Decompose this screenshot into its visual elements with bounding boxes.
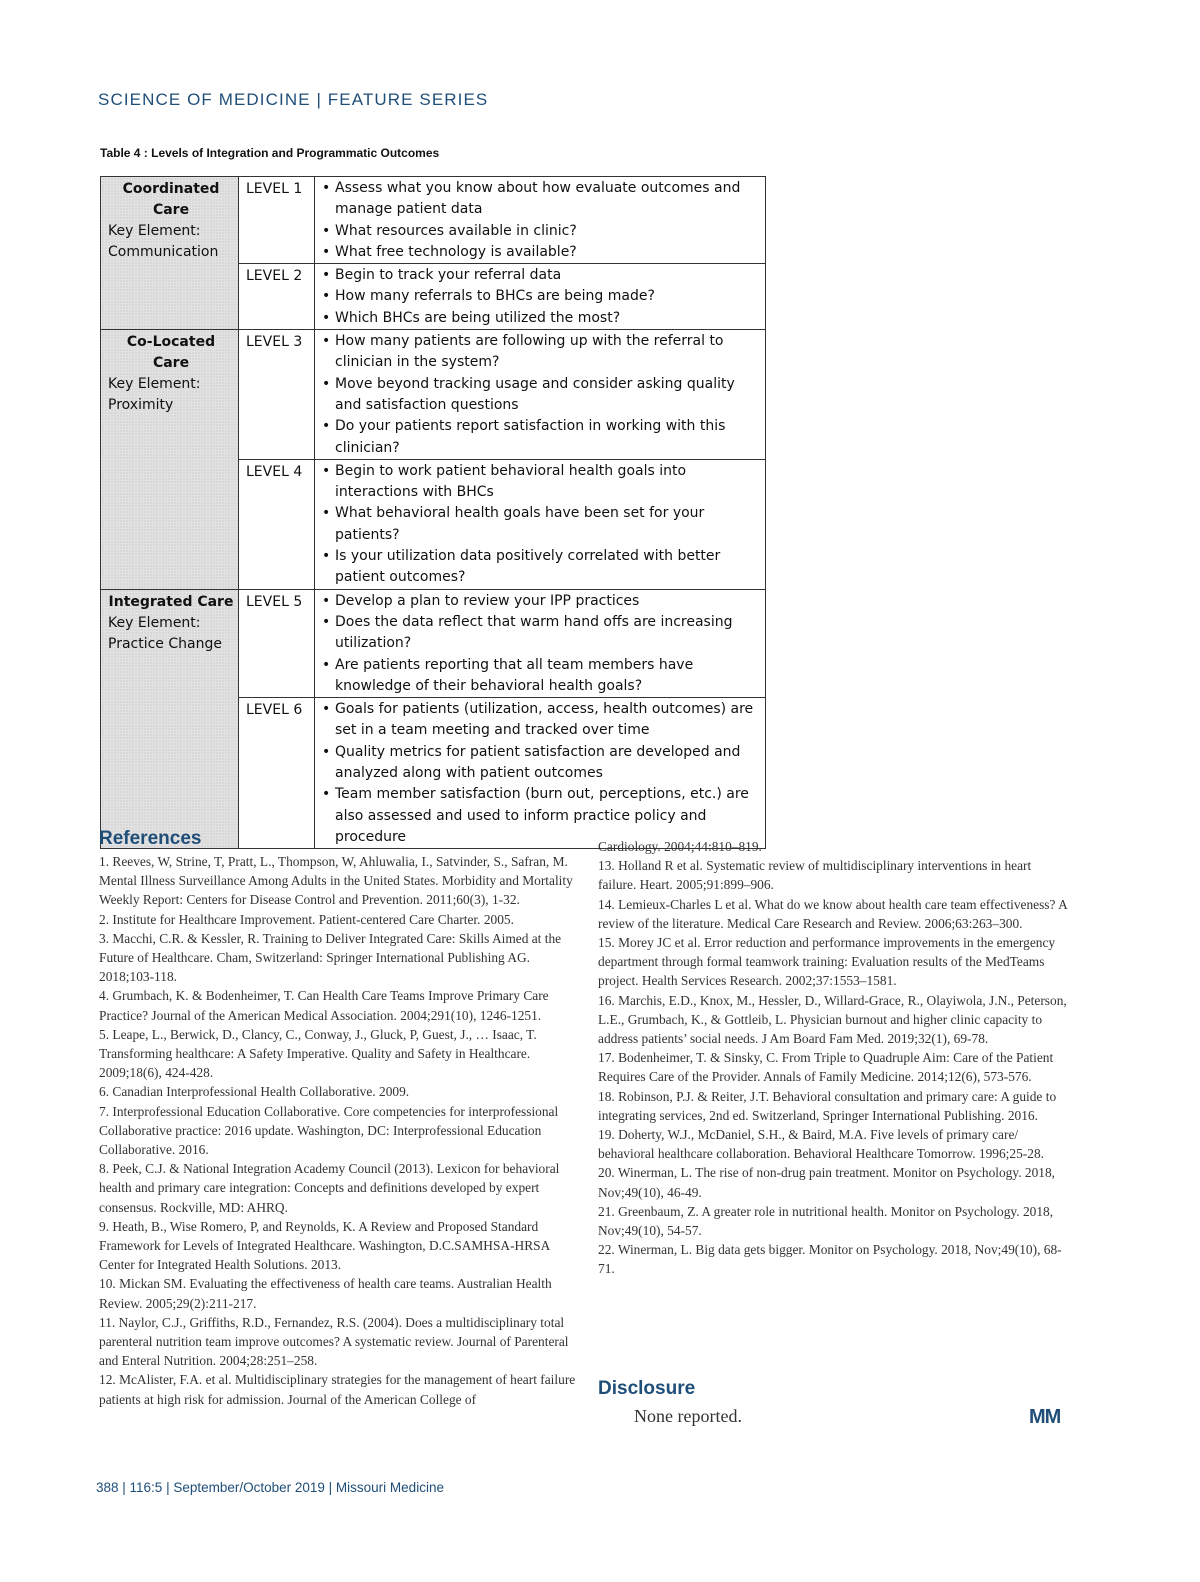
- reference-item: 22. Winerman, L. Big data gets bigger. Monitor on Psychology. 2018, Nov;49(10), 68-71.: [598, 1242, 1062, 1277]
- reference-item: 2. Institute for Healthcare Improvement. Patient-centered Care Charter. 2005.: [99, 911, 514, 927]
- reference-item: 13. Holland R et al. Systematic review of multidisciplinary interventions in heart failure. Heart. 2005;91:899–906.: [598, 858, 1032, 893]
- bullet-item: • Quality metrics for patient satisfaction are developed and analyzed along with patient outcomes: [321, 742, 759, 785]
- category-name: Co-Located Care: [126, 334, 216, 372]
- bullet-list: [321, 331, 759, 459]
- levels-table: [100, 176, 766, 849]
- reference-item: 1. Reeves, W, Strine, T, Pratt, L., Thompson, W, Ahluwalia, I., Satvinder, S., Safran, M. Mental Illness Surveillance Among Adults in the United States. Morbidity and Mortality Weekly Report: Centers for Disease Control and Prevention. 2011;60(3), 1-32.: [99, 854, 573, 908]
- reference-item: 6. Canadian Interprofessional Health Collaborative. 2009.: [99, 1084, 410, 1100]
- series-header: SCIENCE OF MEDICINE | FEATURE SERIES: [98, 90, 489, 109]
- bullet-item: • Assess what you know about how evaluate outcomes and manage patient data: [321, 178, 759, 221]
- bullet-item: • Goals for patients (utilization, access, health outcomes) are set in a team meeting and tracked over time: [321, 699, 759, 742]
- category-cell: [101, 330, 239, 590]
- reference-item: 17. Bodenheimer, T. & Sinsky, C. From Triple to Quadruple Aim: Care of the Patient Requires Care of the Provider. Annals of Family Medicine. 2014;12(6), 573-576.: [598, 1050, 1054, 1085]
- level-label: LEVEL 5: [239, 589, 315, 697]
- reference-item: 18. Robinson, P.J. & Reiter, J.T. Behavioral consultation and primary care: A guide to integrating services, 2nd ed. Switzerland, Springer International Publishing. 2016.: [598, 1088, 1057, 1123]
- bullet-list: [321, 265, 759, 329]
- bullet-list: [321, 699, 759, 848]
- reference-item: Cardiology. 2004;44:810–819.: [598, 839, 762, 854]
- level-items-cell: [315, 698, 766, 849]
- table-row: [101, 589, 766, 697]
- level-items-cell: [315, 330, 766, 460]
- category-name: Coordinated Care: [122, 181, 220, 218]
- reference-item: 8. Peek, C.J. & National Integration Academy Council (2013). Lexicon for behavioral health and primary care integration: Concepts and definitions developed by expert consensus. Rockville, MD: AHRQ.: [99, 1161, 560, 1215]
- category-name: Integrated Care: [108, 593, 234, 610]
- bullet-item: • Begin to work patient behavioral health goals into interactions with BHCs: [321, 461, 759, 504]
- key-element-label: Key Element:: [108, 223, 201, 239]
- level-label: LEVEL 2: [239, 264, 315, 330]
- bullet-item: • Begin to track your referral data: [321, 265, 759, 286]
- key-element-value: Practice Change: [108, 635, 222, 652]
- reference-item: 14. Lemieux-Charles L et al. What do we know about health care team effectiveness? A review of the literature. Medical Care Research and Review. 2006;63:263–300.: [598, 896, 1067, 931]
- bullet-list: [321, 461, 759, 589]
- key-element-label: Key Element:: [108, 376, 201, 393]
- level-label: LEVEL 6: [239, 698, 315, 849]
- reference-item: 16. Marchis, E.D., Knox, M., Hessler, D., Willard-Grace, R., Olayiwola, J.N., Peterson, L.E., Grumbach, K., & Gottleib, L. Physician burnout and higher clinic capacity to address patients’ social needs. J Am Board Fam Med. 2019;32(1), 69-78.: [598, 992, 1067, 1047]
- reference-item: 11. Naylor, C.J., Griffiths, R.D., Fernandez, R.S. (2004). Does a multidisciplinary total parenteral nutrition team improve outcomes? A systematic review. Journal of Parenteral and Enteral Nutrition. 2004;28:251–258.: [99, 1314, 569, 1369]
- bullet-item: • Do your patients report satisfaction in working with this clinician?: [321, 416, 759, 459]
- category-cell: [101, 589, 239, 849]
- disclosure-heading: Disclosure: [598, 1378, 696, 1399]
- table-row: [101, 177, 766, 264]
- page-footer: 388 | 116:5 | September/October 2019 | Missouri Medicine: [96, 1480, 444, 1495]
- bullet-item: • Move beyond tracking usage and consider asking quality and satisfaction questions: [321, 374, 759, 417]
- category-cell: [101, 177, 239, 330]
- bullet-list: [321, 591, 759, 697]
- level-label: LEVEL 1: [239, 177, 315, 264]
- level-items-cell: [315, 264, 766, 330]
- bullet-item: • Team member satisfaction (burn out, perceptions, etc.) are also assessed and used to inform practice policy and procedure: [321, 784, 759, 848]
- key-element-value: Proximity: [108, 397, 174, 414]
- level-items-cell: [315, 589, 766, 697]
- bullet-list: [321, 178, 759, 263]
- bullet-item: • How many referrals to BHCs are being made?: [321, 286, 759, 307]
- table-row: [101, 330, 766, 460]
- reference-item: 21. Greenbaum, Z. A greater role in nutritional health. Monitor on Psychology. 2018, Nov;49(10), 54-57.: [598, 1203, 1054, 1239]
- bullet-item: • Which BHCs are being utilized the most?: [321, 308, 759, 329]
- bullet-item: • Is your utilization data positively correlated with better patient outcomes?: [321, 546, 759, 589]
- bullet-item: • Does the data reflect that warm hand offs are increasing utilization?: [321, 612, 759, 655]
- level-items-cell: [315, 177, 766, 264]
- reference-item: 19. Doherty, W.J., McDaniel, S.H., & Baird, M.A. Five levels of primary care/ behavioral healthcare collaboration. Behavioral Healthcare Tomorrow. 1996;25-28.: [598, 1127, 1044, 1162]
- missouri-medicine-logo: MM: [1029, 1406, 1061, 1428]
- bullet-item: • Develop a plan to review your IPP practices: [321, 591, 759, 612]
- level-label: LEVEL 4: [239, 459, 315, 589]
- key-element-label: Key Element:: [108, 614, 201, 631]
- references-heading: References: [99, 828, 202, 849]
- reference-item: 3. Macchi, C.R. & Kessler, R. Training to Deliver Integrated Care: Skills Aimed at the Future of Healthcare. Cham, Switzerland: Springer International Publishing AG. 2018;103-118.: [99, 930, 562, 985]
- reference-item: 20. Winerman, L. The rise of non-drug pain treatment. Monitor on Psychology. 2018, Nov;49(10), 46-49.: [598, 1165, 1056, 1200]
- bullet-item: • What behavioral health goals have been set for your patients?: [321, 503, 759, 546]
- references-left-column: [99, 852, 577, 1409]
- reference-item: 9. Heath, B., Wise Romero, P, and Reynolds, K. A Review and Proposed Standard Framework for Levels of Integrated Healthcare. Washington, D.C.SAMHSA-HRSA Center for Integrated Health Solutions. 2013.: [99, 1218, 550, 1273]
- reference-item: 12. McAlister, F.A. et al. Multidisciplinary strategies for the management of heart failure patients at high risk for admission. Journal of the American College of: [99, 1372, 576, 1407]
- reference-item: 7. Interprofessional Education Collaborative. Core competencies for interprofessional Collaborative practice: 2016 update. Washington, DC: Interprofessional Education Collaborative. 2016.: [99, 1103, 559, 1158]
- level-items-cell: [315, 459, 766, 589]
- level-label: LEVEL 3: [239, 330, 315, 460]
- reference-item: 5. Leape, L., Berwick, D., Clancy, C., Conway, J., Gluck, P, Guest, J., … Isaac, T. Transforming healthcare: A Safety Imperative. Quality and Safety in Healthcare. 2009;18(6), 424-428.: [99, 1026, 537, 1081]
- reference-item: 4. Grumbach, K. & Bodenheimer, T. Can Health Care Teams Improve Primary Care Practice? Journal of the American Medical Association. 2004;291(10), 1246-1251.: [99, 988, 549, 1023]
- bullet-item: • What free technology is available?: [321, 242, 759, 263]
- bullet-item: • What resources available in clinic?: [321, 221, 759, 242]
- disclosure-text: None reported.: [634, 1406, 742, 1426]
- key-element-value: Communication: [108, 244, 219, 260]
- bullet-item: • How many patients are following up with the referral to clinician in the system?: [321, 331, 759, 374]
- reference-item: 10. Mickan SM. Evaluating the effectiveness of health care teams. Australian Health Review. 2005;29(2):211-217.: [99, 1276, 552, 1311]
- bullet-item: • Are patients reporting that all team members have knowledge of their behavioral health goals?: [321, 655, 759, 698]
- table-caption: Table 4 : Levels of Integration and Programmatic Outcomes: [100, 146, 440, 160]
- reference-item: 15. Morey JC et al. Error reduction and performance improvements in the emergency department through formal teamwork training: Evaluation results of the MedTeams project. Health Services Research. 2002;37:1553–1581.: [598, 935, 1056, 989]
- references-right-column: [598, 837, 1070, 1279]
